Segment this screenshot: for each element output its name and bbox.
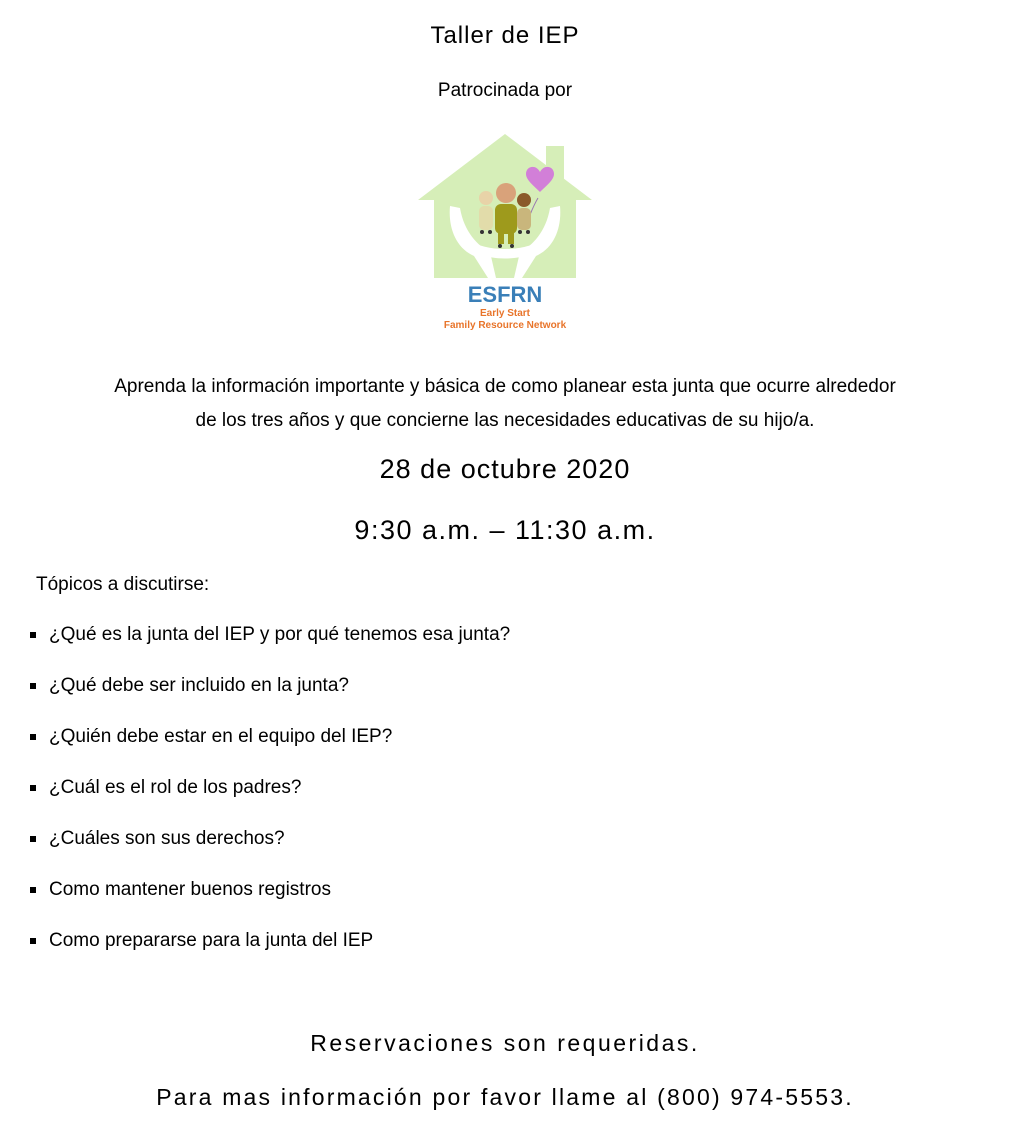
list-item — [30, 879, 510, 930]
topic-text: ¿Qué es la junta del IEP y por qué tenemos esa junta? — [49, 624, 511, 645]
topics-heading: Tópicos a discutirse: — [36, 574, 210, 595]
description — [0, 370, 1010, 438]
logo-line1: Early Start — [479, 308, 531, 319]
bullet-icon — [30, 683, 36, 689]
description-line-1: Aprenda la información importante y básica de como planear esta junta que ocurre alrededor — [114, 376, 896, 397]
topic-text: ¿Cuáles son sus derechos? — [49, 828, 285, 849]
child-left-head — [479, 191, 493, 205]
list-item — [30, 777, 510, 828]
adult-leg-right — [508, 232, 514, 244]
topic-text: Como prepararse para la junta del IEP — [49, 930, 374, 951]
list-item — [30, 726, 510, 777]
event-time: 9:30 a.m. – 11:30 a.m. — [354, 515, 656, 545]
topic-text: ¿Cuál es el rol de los padres? — [49, 777, 302, 798]
bullet-icon — [30, 887, 36, 893]
logo-acronym: ESFRN — [467, 282, 543, 307]
topic-text: ¿Quién debe estar en el equipo del IEP? — [49, 726, 393, 747]
bullet-icon — [30, 938, 36, 944]
bullet-icon — [30, 734, 36, 740]
topic-text: Como mantener buenos registros — [49, 879, 331, 900]
contact-info: Para mas información por favor llame al (800) 974-5553. — [156, 1084, 854, 1110]
esfrn-logo — [408, 128, 602, 340]
adult-leg-left — [498, 232, 504, 244]
child-left-body — [479, 206, 493, 230]
page-title: Taller de IEP — [430, 22, 580, 49]
adult-head — [496, 183, 516, 203]
description-line-2: de los tres años y que concierne las necesidades educativas de su hijo/a. — [195, 410, 815, 431]
topic-text: ¿Qué debe ser incluido en la junta? — [49, 675, 349, 696]
logo-line2: Family Resource Network — [443, 320, 567, 331]
topic-list — [30, 624, 510, 981]
adult-body — [495, 204, 517, 234]
bullet-icon — [30, 836, 36, 842]
child-right-head — [517, 193, 531, 207]
list-item — [30, 930, 510, 981]
list-item — [30, 675, 510, 726]
bullet-icon — [30, 632, 36, 638]
list-item — [30, 828, 510, 879]
bullet-icon — [30, 785, 36, 791]
child-right-body — [517, 208, 531, 230]
list-item — [30, 624, 510, 675]
reservations-note: Reservaciones son requeridas. — [310, 1030, 700, 1056]
event-date: 28 de octubre 2020 — [379, 454, 631, 484]
sponsor-label: Patrocinada por — [437, 80, 573, 101]
